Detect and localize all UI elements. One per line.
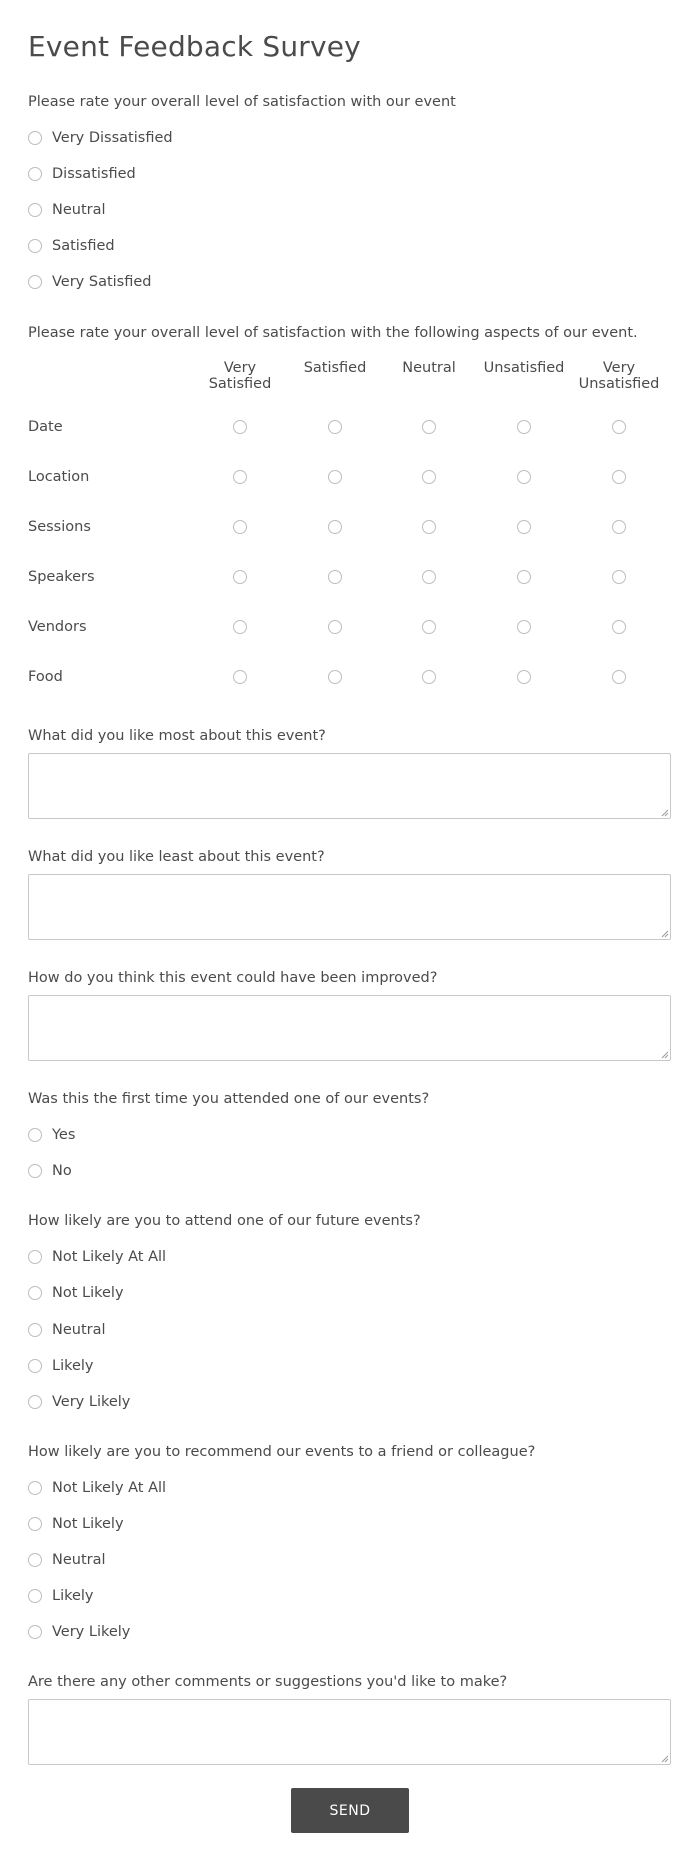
radio-circle[interactable] [28, 1164, 42, 1178]
matrix-radio-location-satisfied[interactable] [328, 470, 342, 484]
matrix-radio-date-neutral[interactable] [422, 420, 436, 434]
matrix-radio-vendors-very-satisfied[interactable] [233, 620, 247, 634]
radio-option-likely[interactable] [28, 1586, 94, 1606]
resize-handle-icon[interactable] [661, 930, 669, 938]
matrix-radio-vendors-very-unsatisfied[interactable] [612, 620, 626, 634]
radio-option-likely[interactable] [28, 1356, 94, 1376]
radio-option-not-likely-at-all[interactable] [28, 1247, 166, 1267]
option-label: Neutral [52, 1322, 106, 1338]
question-liked-most: What did you like most about this event? [28, 728, 326, 744]
matrix-radio-food-very-satisfied[interactable] [233, 670, 247, 684]
radio-option-not-likely[interactable] [28, 1514, 124, 1534]
matrix-radio-food-unsatisfied[interactable] [517, 670, 531, 684]
matrix-radio-location-unsatisfied[interactable] [517, 470, 531, 484]
matrix-radio-speakers-unsatisfied[interactable] [517, 570, 531, 584]
radio-circle[interactable] [28, 1517, 42, 1531]
radio-circle[interactable] [28, 275, 42, 289]
question-first-time: Was this the first time you attended one of our events? [28, 1091, 430, 1107]
radio-option-neutral[interactable] [28, 1550, 106, 1570]
matrix-column-satisfied: Satisfied [303, 360, 367, 376]
option-label: Dissatisfied [52, 166, 136, 182]
radio-circle[interactable] [28, 1625, 42, 1639]
option-label: Satisfied [52, 238, 115, 254]
improved-textarea[interactable] [28, 995, 671, 1061]
question-recommend: How likely are you to recommend our events to a friend or colleague? [28, 1444, 536, 1460]
matrix-radio-sessions-unsatisfied[interactable] [517, 520, 531, 534]
liked-most-textarea[interactable] [28, 753, 671, 819]
matrix-radio-sessions-satisfied[interactable] [328, 520, 342, 534]
resize-handle-icon[interactable] [661, 1755, 669, 1763]
matrix-radio-speakers-very-unsatisfied[interactable] [612, 570, 626, 584]
matrix-row-label-location: Location [28, 469, 90, 485]
option-label: No [52, 1163, 72, 1179]
matrix-radio-date-satisfied[interactable] [328, 420, 342, 434]
matrix-row-label-vendors: Vendors [28, 619, 87, 635]
comments-textarea[interactable] [28, 1699, 671, 1765]
option-label: Yes [52, 1127, 76, 1143]
radio-circle[interactable] [28, 1128, 42, 1142]
radio-option-very-satisfied[interactable] [28, 272, 151, 292]
radio-circle[interactable] [28, 1395, 42, 1409]
radio-circle[interactable] [28, 1589, 42, 1603]
matrix-row-label-sessions: Sessions [28, 519, 91, 535]
radio-circle[interactable] [28, 1286, 42, 1300]
option-label: Not Likely At All [52, 1480, 167, 1496]
radio-circle[interactable] [28, 203, 42, 217]
matrix-radio-food-satisfied[interactable] [328, 670, 342, 684]
matrix-radio-sessions-very-satisfied[interactable] [233, 520, 247, 534]
send-button[interactable]: SEND [291, 1788, 409, 1833]
radio-circle[interactable] [28, 1250, 42, 1264]
matrix-row-label-speakers: Speakers [28, 569, 95, 585]
matrix-column-very-satisfied: Very Satisfied [208, 360, 272, 392]
option-label: Very Likely [52, 1624, 131, 1640]
option-label: Not Likely At All [52, 1249, 167, 1265]
radio-circle[interactable] [28, 167, 42, 181]
resize-handle-icon[interactable] [661, 1051, 669, 1059]
matrix-radio-speakers-neutral[interactable] [422, 570, 436, 584]
question-comments: Are there any other comments or suggestions you'd like to make? [28, 1674, 508, 1690]
matrix-radio-sessions-very-unsatisfied[interactable] [612, 520, 626, 534]
page-title: Event Feedback Survey [28, 30, 361, 63]
matrix-radio-location-neutral[interactable] [422, 470, 436, 484]
question-aspects-satisfaction: Please rate your overall level of satisfaction with the following aspects of our event. [28, 325, 638, 341]
matrix-row-label-food: Food [28, 669, 63, 685]
matrix-radio-date-very-unsatisfied[interactable] [612, 420, 626, 434]
radio-circle[interactable] [28, 1553, 42, 1567]
radio-option-very-dissatisfied[interactable] [28, 128, 173, 148]
matrix-column-very-unsatisfied: Very Unsatisfied [578, 360, 660, 392]
question-attend-future: How likely are you to attend one of our future events? [28, 1213, 421, 1229]
matrix-column-neutral: Neutral [402, 360, 456, 376]
matrix-row-label-date: Date [28, 419, 63, 435]
radio-option-very-likely[interactable] [28, 1622, 130, 1642]
radio-option-very-likely[interactable] [28, 1392, 130, 1412]
matrix-radio-date-very-satisfied[interactable] [233, 420, 247, 434]
option-label: Not Likely [52, 1285, 124, 1301]
matrix-radio-speakers-satisfied[interactable] [328, 570, 342, 584]
matrix-radio-vendors-neutral[interactable] [422, 620, 436, 634]
radio-option-not-likely-at-all[interactable] [28, 1478, 166, 1498]
liked-least-textarea[interactable] [28, 874, 671, 940]
resize-handle-icon[interactable] [661, 809, 669, 817]
radio-option-neutral[interactable] [28, 200, 106, 220]
radio-option-dissatisfied[interactable] [28, 164, 136, 184]
matrix-radio-location-very-unsatisfied[interactable] [612, 470, 626, 484]
radio-circle[interactable] [28, 239, 42, 253]
matrix-radio-date-unsatisfied[interactable] [517, 420, 531, 434]
option-label: Neutral [52, 202, 106, 218]
radio-option-no[interactable] [28, 1161, 72, 1181]
matrix-radio-vendors-satisfied[interactable] [328, 620, 342, 634]
option-label: Likely [52, 1588, 94, 1604]
matrix-radio-food-very-unsatisfied[interactable] [612, 670, 626, 684]
radio-circle[interactable] [28, 1359, 42, 1373]
radio-circle[interactable] [28, 131, 42, 145]
option-label: Neutral [52, 1552, 106, 1568]
radio-circle[interactable] [28, 1481, 42, 1495]
radio-option-not-likely[interactable] [28, 1283, 124, 1303]
option-label: Very Dissatisfied [52, 130, 173, 146]
matrix-radio-food-neutral[interactable] [422, 670, 436, 684]
matrix-radio-vendors-unsatisfied[interactable] [517, 620, 531, 634]
option-label: Very Satisfied [52, 274, 152, 290]
radio-circle[interactable] [28, 1323, 42, 1337]
question-overall-satisfaction: Please rate your overall level of satisfaction with our event [28, 94, 456, 110]
matrix-radio-sessions-neutral[interactable] [422, 520, 436, 534]
radio-option-satisfied[interactable] [28, 236, 115, 256]
option-label: Very Likely [52, 1394, 131, 1410]
question-improved: How do you think this event could have been improved? [28, 970, 438, 986]
option-label: Not Likely [52, 1516, 124, 1532]
option-label: Likely [52, 1358, 94, 1374]
matrix-column-unsatisfied: Unsatisfied [483, 360, 565, 376]
matrix-radio-location-very-satisfied[interactable] [233, 470, 247, 484]
matrix-radio-speakers-very-satisfied[interactable] [233, 570, 247, 584]
radio-option-neutral[interactable] [28, 1320, 106, 1340]
question-liked-least: What did you like least about this event? [28, 849, 325, 865]
radio-option-yes[interactable] [28, 1125, 75, 1145]
